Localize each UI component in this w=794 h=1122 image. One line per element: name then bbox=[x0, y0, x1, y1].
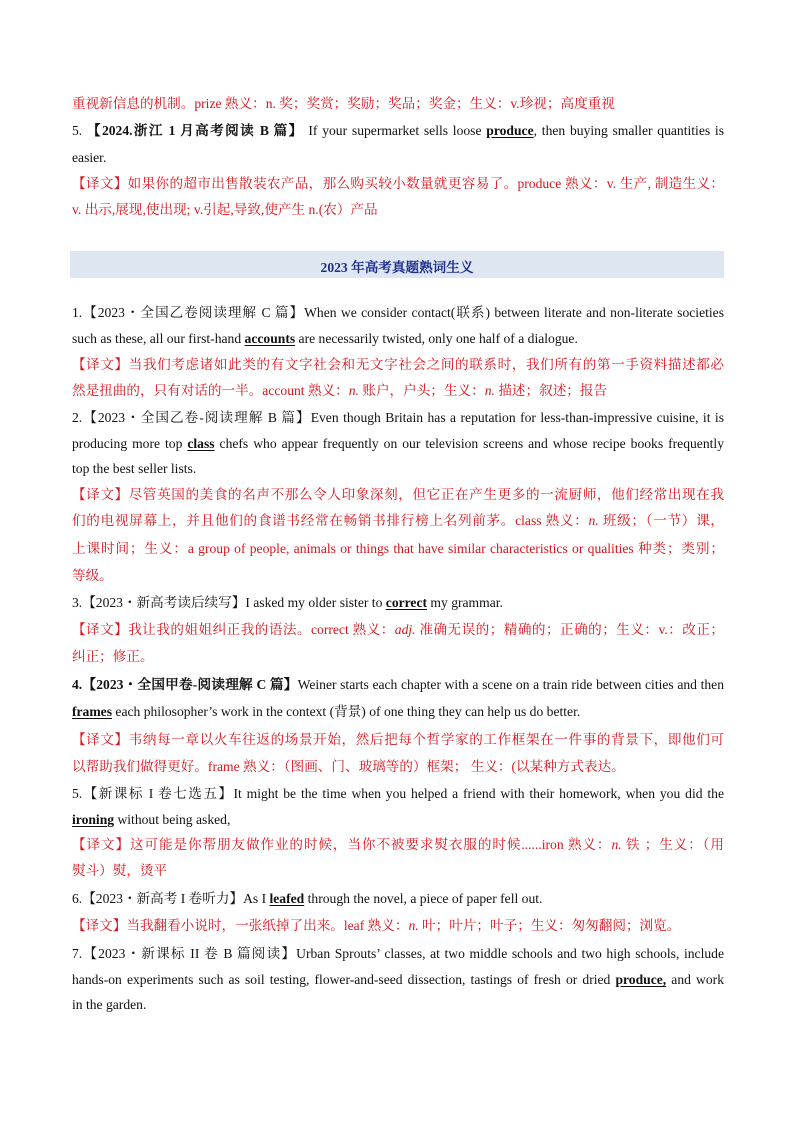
item-2-line2 bbox=[72, 435, 724, 453]
keyword-correct: correct bbox=[385, 595, 428, 610]
item-5-translation-1 bbox=[72, 836, 724, 854]
keyword-frames: frames bbox=[72, 704, 113, 719]
item-2-line1 bbox=[72, 409, 724, 427]
item-source-tag: 【2024.浙江 1 月高考阅读 B 篇】 bbox=[86, 123, 304, 138]
item-3-translation-2: 纠正；修正。 bbox=[72, 649, 154, 664]
part-of-speech: adj. bbox=[394, 622, 416, 637]
sentence-text: producing more top bbox=[72, 436, 188, 451]
item-source-tag: 3.【2023・新高考读后续写】 bbox=[72, 595, 246, 610]
item-6-line1 bbox=[72, 890, 724, 908]
item-3-translation-1 bbox=[72, 621, 724, 639]
sentence-text: chefs who appear frequently on our television screens and whose recipe books frequently bbox=[214, 436, 724, 451]
prize-translation-line: 重视新信息的机制。prize 熟义：n. 奖；奖赏；奖励；奖品；奖金；生义：v.珍视；高度重视 bbox=[72, 96, 615, 111]
sentence-text: I asked my older sister to bbox=[245, 595, 386, 610]
keyword-accounts: accounts bbox=[244, 331, 296, 346]
sentence-text: If your supermarket sells loose bbox=[303, 123, 487, 138]
item-2024-5-translation-1: 【译文】如果你的超市出售散装农产品，那么购买较小数量就更容易了。produce 熟义：v. 生产, 制造生义： bbox=[72, 176, 724, 191]
part-of-speech: n. bbox=[348, 383, 359, 398]
item-source-tag: 4.【2023・全国甲卷-阅读理解 C 篇】 bbox=[72, 677, 298, 692]
translation-text: 班级；（一节）课， bbox=[598, 513, 724, 528]
sentence-text: It might be the time when you helped a friend with their homework, when you did the bbox=[233, 786, 724, 801]
keyword-produce: produce, bbox=[615, 972, 667, 987]
sentence-text: each philosopher’s work in the context (背景) of one thing they can help us do better. bbox=[112, 704, 581, 719]
part-of-speech: n. bbox=[408, 918, 419, 933]
item-source-tag: 6.【2023・新高考 I 卷听力】 bbox=[72, 891, 244, 906]
keyword-leafed: leafed bbox=[269, 891, 305, 906]
item-2024-5-line1 bbox=[72, 122, 724, 140]
item-source-tag: 2.【2023・全国乙卷-阅读理解 B 篇】 bbox=[72, 410, 311, 425]
section-title: 2023 年高考真题熟词生义 bbox=[320, 260, 474, 275]
item-4-translation-2: 以帮助我们做得更好。frame 熟义：（图画、门、玻璃等的）框架； 生义：(以某种方式表达。 bbox=[72, 759, 625, 774]
keyword-class: class bbox=[187, 436, 215, 451]
section-banner bbox=[70, 251, 724, 278]
item-7-line1 bbox=[72, 945, 724, 963]
item-2-translation-4: 等级。 bbox=[72, 568, 113, 583]
sentence-text: Even though Britain has a reputation for less-than-impressive cuisine, it is bbox=[310, 410, 724, 425]
part-of-speech: n. bbox=[484, 383, 495, 398]
item-2-translation-2 bbox=[72, 512, 724, 530]
item-2-translation-1: 【译文】尽管英国的美食的名声不那么令人印象深刻，但它正在产生更多的一流厨师，他们经常出现在我 bbox=[72, 487, 724, 502]
keyword-ironing: ironing bbox=[72, 812, 115, 827]
translation-text: 准确无误的；精确的；正确的；生义：v.：改正； bbox=[415, 622, 725, 637]
item-5-line2 bbox=[72, 811, 724, 829]
item-source-tag: 7.【2023・新课标 II 卷 B 篇阅读】 bbox=[72, 946, 297, 961]
part-of-speech: n. bbox=[588, 513, 599, 528]
item-7-line2 bbox=[72, 971, 724, 989]
item-source-tag: 1.【2023・全国乙卷阅读理解 C 篇】 bbox=[72, 305, 305, 320]
sentence-text: and work bbox=[666, 972, 724, 987]
item-4-line2 bbox=[72, 703, 724, 721]
item-1-line1 bbox=[72, 304, 724, 322]
sentence-text: without being asked, bbox=[114, 812, 231, 827]
translation-text: 铁 ；生义：（用 bbox=[621, 837, 725, 852]
part-of-speech: n. bbox=[611, 837, 622, 852]
item-5-line1 bbox=[72, 785, 724, 803]
translation-text: 【译文】当我翻看小说时，一张纸掉了出来。leaf 熟义： bbox=[72, 918, 409, 933]
translation-text: 然是扭曲的，只有对话的一半。account 熟义： bbox=[72, 383, 349, 398]
sentence-text: When we consider contact(联系) between literate and non-literate societies bbox=[304, 305, 724, 320]
item-7-line3: in the garden. bbox=[72, 997, 147, 1012]
sentence-text: hands-on experiments such as soil testing, flower-and-seed dissection, tastings of fresh or dried bbox=[72, 972, 616, 987]
item-1-translation-1: 【译文】当我们考虑诸如此类的有文字社会和无文字社会之间的联系时，我们所有的第一手资料描述都必 bbox=[72, 357, 724, 372]
translation-text: 【译文】我让我的姐姐纠正我的语法。correct 熟义： bbox=[72, 622, 395, 637]
item-5-translation-2: 熨斗）熨，烫平 bbox=[72, 863, 168, 878]
item-2-line3: top the best seller lists. bbox=[72, 461, 197, 476]
item-6-translation-1 bbox=[72, 917, 724, 935]
sentence-text: Urban Sprouts’ classes, at two middle schools and two high schools, include bbox=[296, 946, 724, 961]
item-2-translation-3: 上课时间；生义：a group of people, animals or things that have similar characteristics or qualities 种类；类别； bbox=[72, 541, 724, 556]
item-3-line1 bbox=[72, 594, 724, 612]
item-number: 5. bbox=[72, 123, 87, 138]
item-4-translation-1: 【译文】韦纳每一章以火车往返的场景开始，然后把每个哲学家的工作框架在一件事的背景下，即他们可 bbox=[72, 732, 724, 747]
translation-text: 【译文】这可能是你帮朋友做作业的时候，当你不被要求熨衣服的时候......iron 熟义： bbox=[72, 837, 612, 852]
item-2024-5-line2: easier. bbox=[72, 150, 107, 165]
translation-text: 描述；叙述；报告 bbox=[494, 383, 608, 398]
sentence-text: Weiner starts each chapter with a scene on a train ride between cities and then bbox=[297, 677, 724, 692]
item-1-line2 bbox=[72, 330, 724, 348]
sentence-text: are necessarily twisted, only one half of a dialogue. bbox=[295, 331, 578, 346]
item-1-translation-2 bbox=[72, 382, 724, 400]
item-4-line1 bbox=[72, 676, 724, 694]
sentence-text: , then buying smaller quantities is bbox=[533, 123, 724, 138]
sentence-text: As I bbox=[243, 891, 270, 906]
sentence-text: my grammar. bbox=[427, 595, 503, 610]
sentence-text: such as these, all our first-hand bbox=[72, 331, 245, 346]
translation-text: 们的电视屏幕上，并且他们的食谱书经常在畅销书排行榜上名列前茅。class 熟义： bbox=[72, 513, 589, 528]
keyword-produce: produce bbox=[486, 123, 534, 138]
item-source-tag: 5.【新课标 I 卷七选五】 bbox=[72, 786, 234, 801]
translation-text: 账户，户头；生义： bbox=[358, 383, 485, 398]
item-2024-5-translation-2: v. 出示,展现,使出现; v.引起,导致,使产生 n.(农）产品 bbox=[72, 202, 378, 217]
sentence-text: through the novel, a piece of paper fell out. bbox=[304, 891, 543, 906]
translation-text: 叶；叶片；叶子；生义：匆匆翻阅；浏览。 bbox=[418, 918, 681, 933]
